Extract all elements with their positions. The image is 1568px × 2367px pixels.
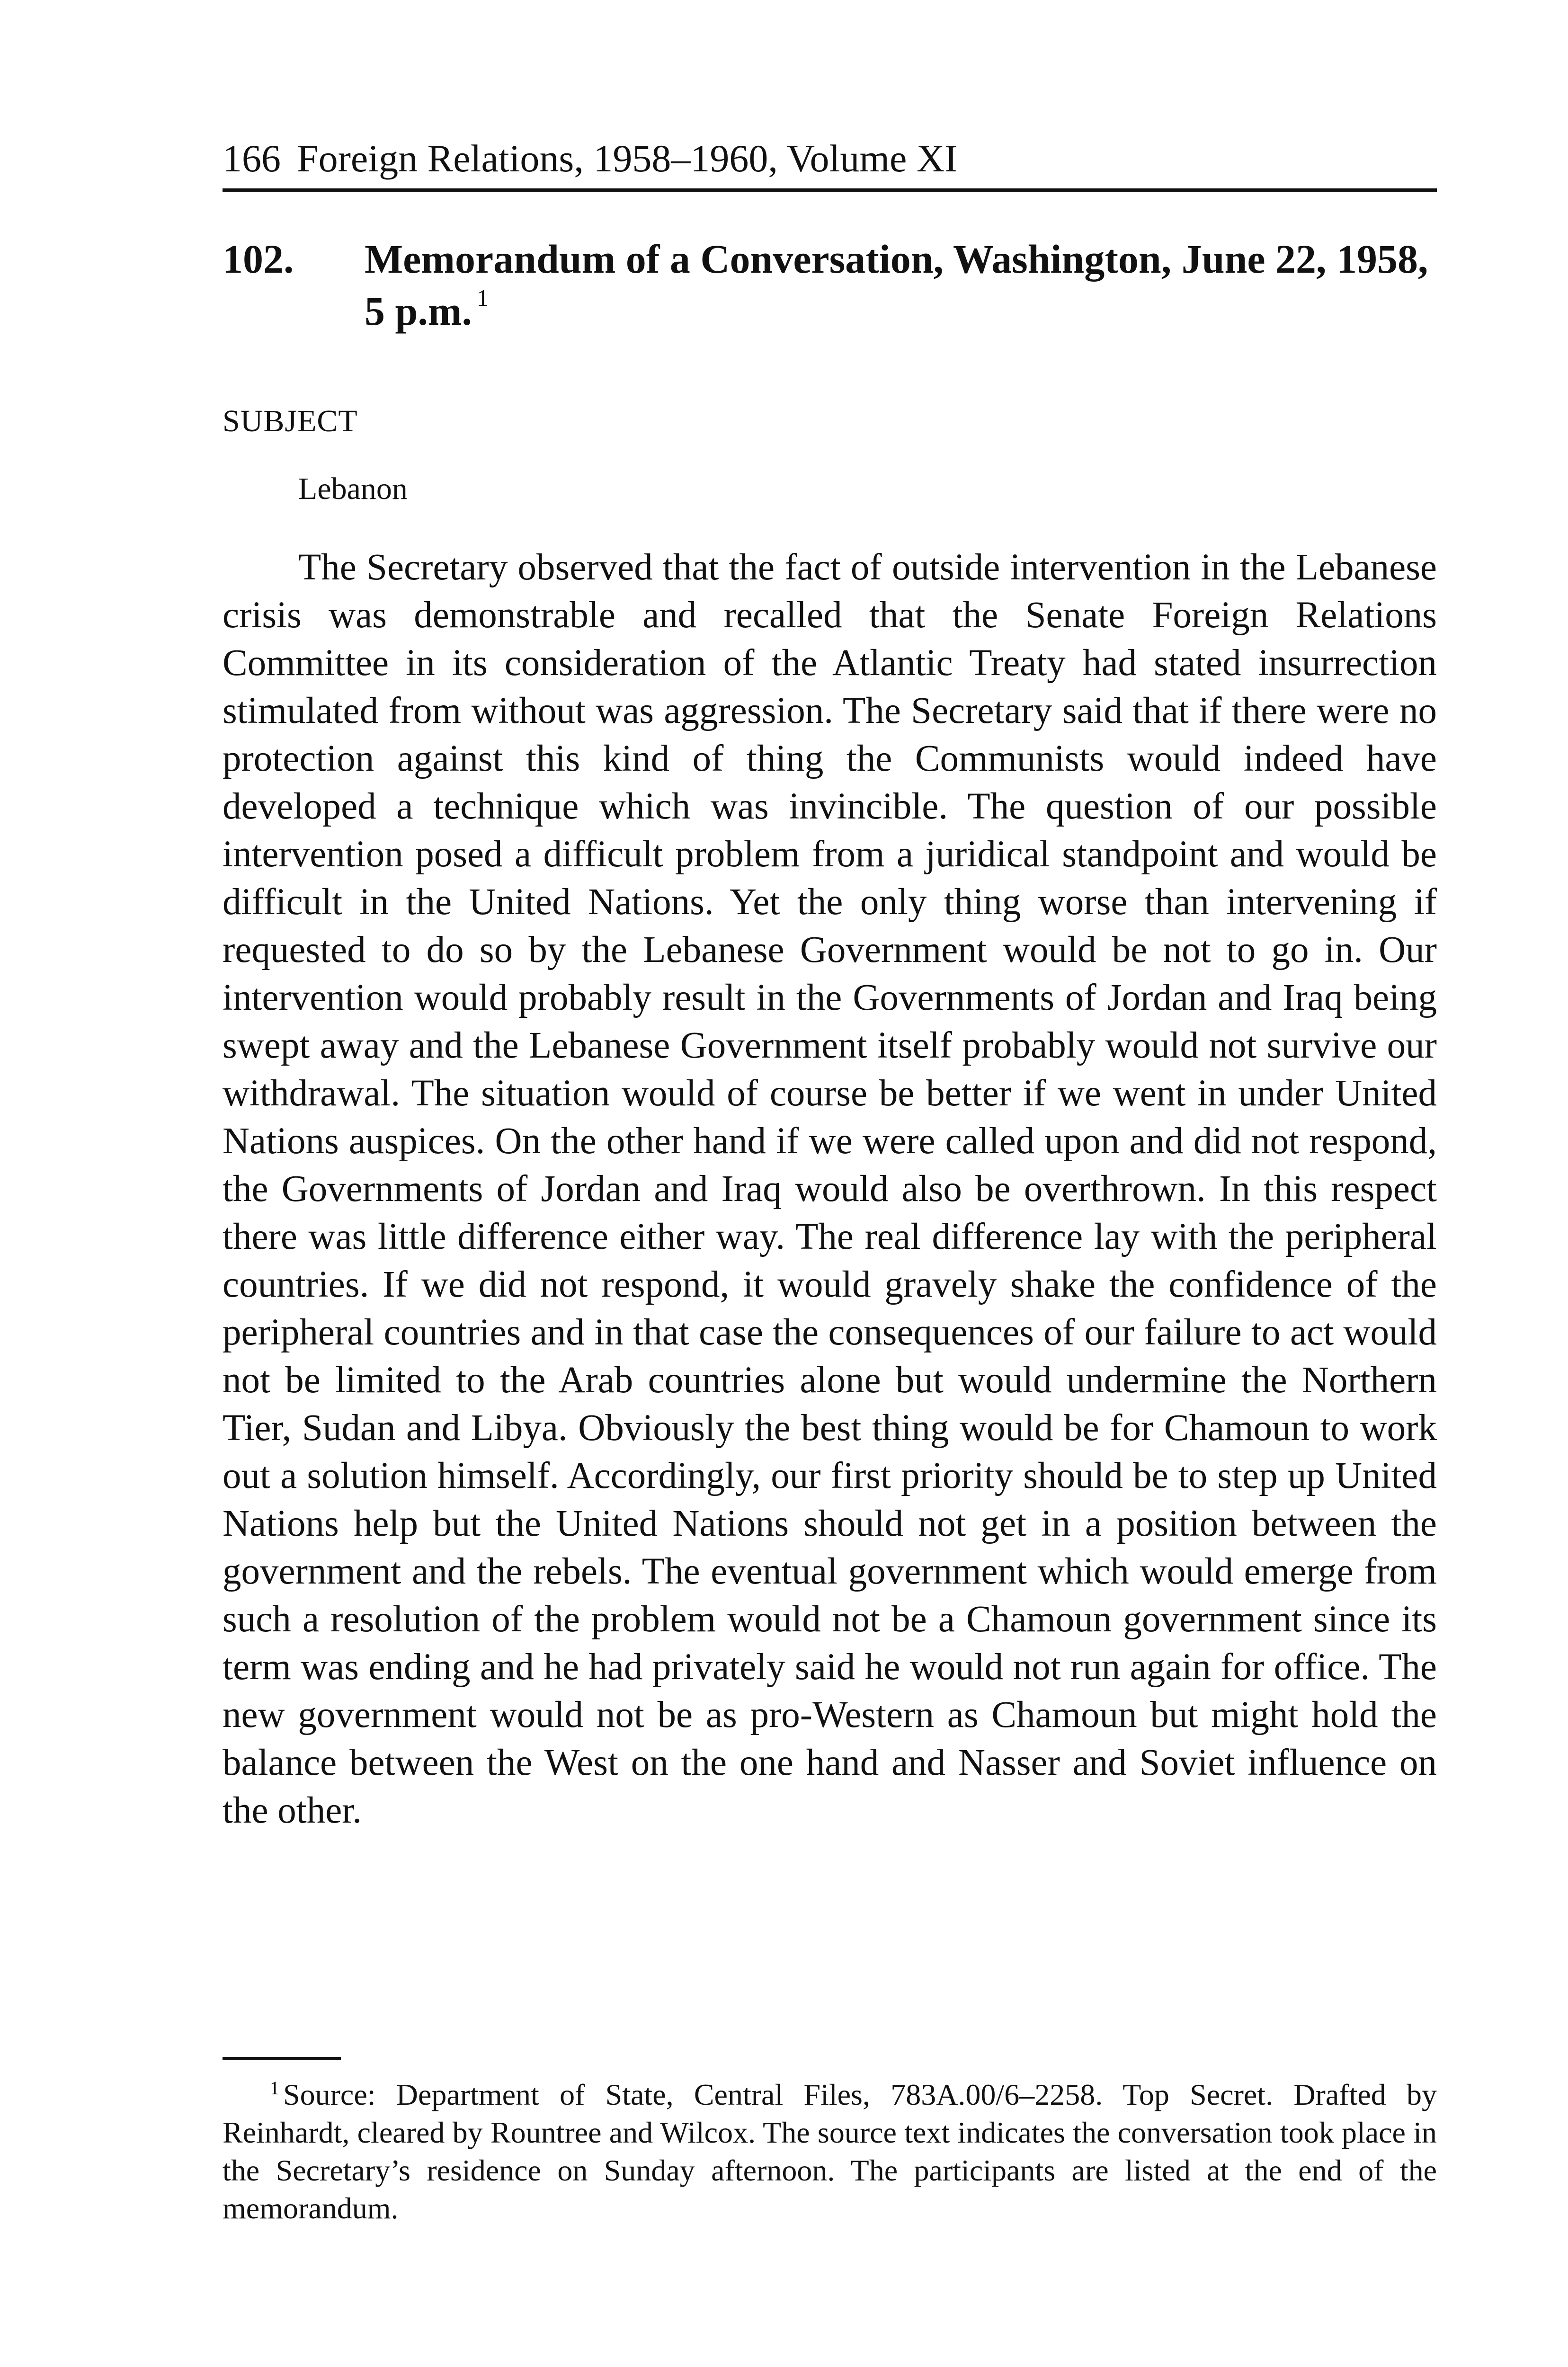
document-title-text: Memorandum of a Conversation, Washington, June 22, 1958, 5 p.m. xyxy=(365,236,1428,334)
title-footnote-marker: 1 xyxy=(476,285,489,311)
body-paragraph: The Secretary observed that the fact of outside intervention in the Lebanese crisis was demonstrable and recalled that the Senate Foreign Relations Committee in its consideration of the Atlantic Treaty had stated insurrection stimulated from without was aggression. The Secretary said that if there were no protection against this kind of thing the Communists would indeed have developed a technique which was invincible. The question of our possible intervention posed a difficult problem from a juridical standpoint and would be difficult in the United Nations. Yet the only thing worse than intervening if requested to do so by the Lebanese Government would be not to go in. Our intervention would probably result in the Governments of Jordan and Iraq being swept away and the Lebanese Government itself probably would not survive our withdrawal. The situation would of course be better if we went in under United Nations auspices. On the other hand if we were called upon and did not respond, the Governments of Jordan and Iraq would also be overthrown. In this respect there was little difference either way. The real difference lay with the peripheral countries. If we did not respond, it would gravely shake the confidence of the peripheral countries and in that case the consequences of our failure to act would not be limited to the Arab countries alone but would undermine the Northern Tier, Sudan and Libya. Obviously the best thing would be for Chamoun to work out a solution himself. Accordingly, our first priority should be to step up United Nations help but the United Nations should not get in a position between the government and the rebels. The eventual government which would emerge from such a resolution of the problem would not be a Chamoun government since its term was ending and he had privately said he would not run again for office. The new government would not be as pro-Western as Chamoun but might hold the balance between the West on the one hand and Nasser and Soviet influence on the other. xyxy=(223,547,1437,1831)
running-title: Foreign Relations, 1958–1960, Volume XI xyxy=(297,137,958,180)
footnote xyxy=(223,2076,1437,2227)
page-number: 166 xyxy=(223,137,281,180)
footnote-marker: 1 xyxy=(270,2077,279,2099)
running-header xyxy=(223,130,1437,192)
document-number: 102. xyxy=(223,236,294,282)
document-title xyxy=(365,233,1437,337)
subject-value: Lebanon xyxy=(298,472,408,506)
footnote-text: Source: Department of State, Central Files, 783A.00/6–2258. Top Secret. Drafted by Reinhardt, cleared by Rountree and Wilcox. The source text indicates the conversation took place in the Secretary’s residence on Sunday afternoon. The participants are listed at the end of the memorandum. xyxy=(223,2078,1437,2225)
footnote-divider xyxy=(223,2057,341,2060)
subject-label: SUBJECT xyxy=(223,404,358,438)
